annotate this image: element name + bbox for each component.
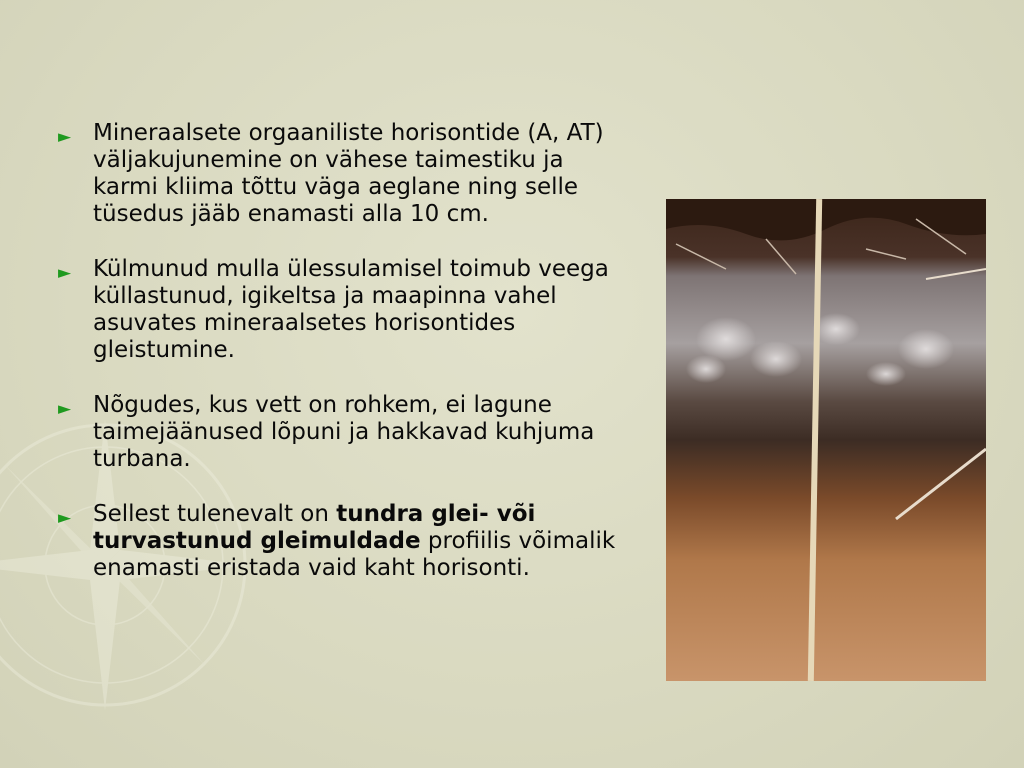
bullet-item-4 [58, 501, 618, 582]
bullet-item-3 [58, 392, 618, 473]
bullet-arrow-icon: ► [58, 508, 72, 528]
bullet-arrow-icon: ► [58, 399, 72, 419]
bullet-text: Nõgudes, kus vett on rohkem, ei lagune taimejäänused lõpuni ja hakkavad kuhjuma turbana. [93, 392, 595, 472]
bullet-text-start: Sellest tulenevalt on [93, 501, 337, 527]
bullet-item-2 [58, 256, 618, 364]
bullet-arrow-icon: ► [58, 127, 72, 147]
bullet-list [58, 120, 618, 610]
bullet-text: Mineraalsete orgaaniliste horisontide (A, AT) väljakujunemine on vähese taimestiku ja karmi kliima tõttu väga aeglane ning selle tüsedus jääb enamasti alla 10 cm. [93, 120, 604, 227]
bullet-item-1 [58, 120, 618, 228]
bullet-text: Külmunud mulla ülessulamisel toimub veega küllastunud, igikeltsa ja maapinna vahel asuvates mineraalsetes horisontides gleistumine. [93, 256, 609, 363]
soil-profile-photo [666, 199, 986, 681]
bullet-arrow-icon: ► [58, 263, 72, 283]
bullet-text-end: profiilis võimalik enamasti eristada vaid kaht horisonti. [93, 528, 616, 581]
bullet-text-bold: tundra glei- või turvastunud gleimuldade [93, 501, 536, 554]
